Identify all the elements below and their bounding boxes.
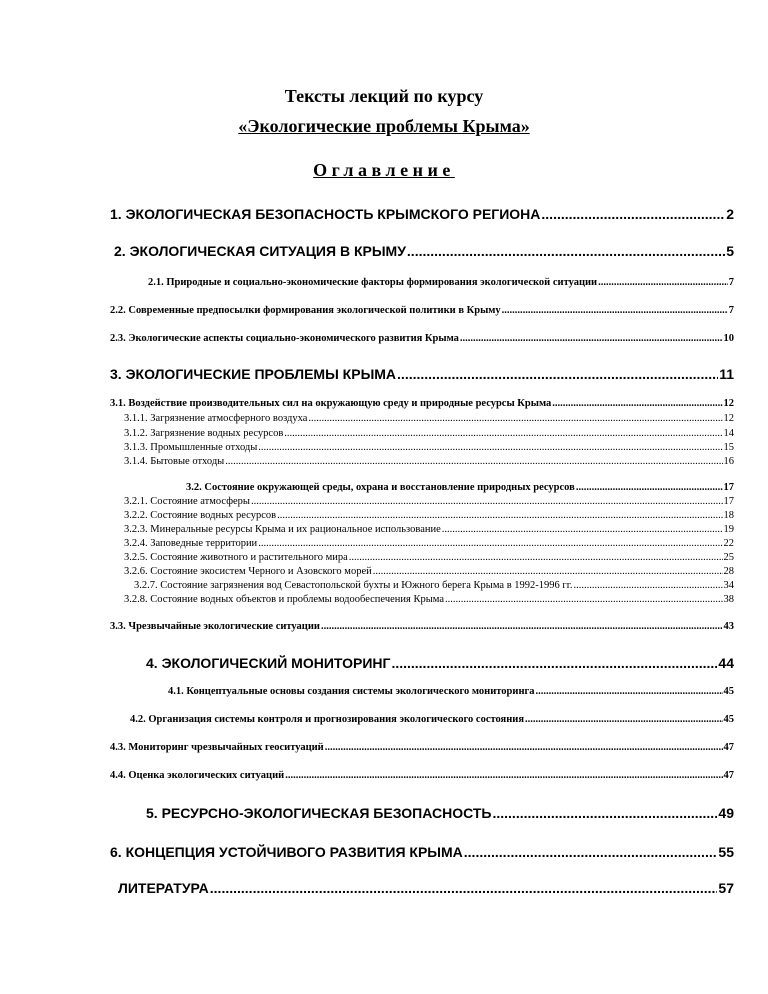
toc-entry[interactable] [110,844,734,860]
toc-dot-leader [325,742,723,753]
toc-entry-title: 3.3. Чрезвычайные экологические ситуации [110,621,320,632]
toc-page-number: 18 [723,510,734,521]
toc-entry-title: 3.1. Воздействие производительных сил на окружающую среду и природные ресурсы Крыма [110,398,552,409]
toc-page-number: 45 [723,686,734,697]
toc-page-number: 17 [723,496,734,507]
toc-page-number: 49 [718,805,734,821]
toc-entry-title: 3.2.7. Состояние загрязнения вод Севастопольской бухты и Южного берега Крыма в 1992-1996 гг. [134,580,573,591]
toc-dot-leader [492,805,717,821]
toc-dot-leader [284,428,722,439]
doc-title: Тексты лекций по курсу [284,86,484,106]
toc-entry-title: 4.2. Организация системы контроля и прогнозирования экологического состояния [130,714,525,725]
toc-entry[interactable] [124,594,734,605]
toc-entry-title: 2.3. Экологические аспекты социально-экономического развития Крыма [110,333,459,344]
toc-dot-leader [576,482,723,493]
toc-dot-leader [573,580,722,591]
toc-entry[interactable] [118,880,734,896]
toc-dot-leader [258,442,722,453]
toc-entry-title: 2.2. Современные предпосылки формирования экологической политики в Крыму [110,305,501,316]
toc-entry-title: 4.1. Концептуальные основы создания системы экологического мониторинга [168,686,535,697]
toc-dot-leader [407,243,725,259]
toc-entry-title: 2. ЭКОЛОГИЧЕСКАЯ СИТУАЦИЯ В КРЫМУ [114,243,406,259]
toc-entry-title: 3.1.2. Загрязнение водных ресурсов [124,428,284,439]
toc-page-number: 47 [723,742,734,753]
toc-page-number: 57 [718,880,734,896]
toc-dot-leader [308,413,722,424]
toc-page-number: 14 [723,428,734,439]
toc-entry[interactable] [110,206,734,222]
toc-page-number: 5 [726,243,734,259]
toc-dot-leader [285,770,722,781]
toc-page-number: 12 [723,413,734,424]
toc-page-number: 25 [723,552,734,563]
toc-entry[interactable] [124,496,734,507]
toc-page-number: 55 [718,844,734,860]
toc-page-number: 12 [723,398,734,409]
toc-dot-leader [321,621,723,632]
toc-dot-leader [442,524,723,535]
toc-page-number: 7 [728,305,734,316]
toc-entry[interactable] [110,770,734,781]
toc-entry-title: 3.2.3. Минеральные ресурсы Крыма и их рациональное использование [124,524,441,535]
toc-entry[interactable] [146,655,734,671]
toc-dot-leader [460,333,723,344]
toc-entry[interactable] [124,442,734,453]
toc-entry[interactable] [124,566,734,577]
toc-entry[interactable] [114,243,734,259]
toc-entry-title: 4.3. Мониторинг чрезвычайных геоситуаций [110,742,324,753]
toc-entry-title: 3.2.1. Состояние атмосферы [124,496,250,507]
toc-page-number: 22 [723,538,734,549]
toc-entry[interactable] [130,714,734,725]
toc-entry[interactable] [110,398,734,409]
toc-heading: Оглавление [313,160,455,180]
toc-page-number: 19 [723,524,734,535]
toc-entry[interactable] [124,524,734,535]
toc-dot-leader [525,714,722,725]
toc-entry-title: 3. ЭКОЛОГИЧЕСКИЕ ПРОБЛЕМЫ КРЫМА [110,366,397,382]
toc-entry-title: 1. ЭКОЛОГИЧЕСКАЯ БЕЗОПАСНОСТЬ КРЫМСКОГО РЕГИОНА [110,206,541,222]
toc-page-number: 43 [723,621,734,632]
toc-page-number: 7 [728,277,734,288]
toc-page-number: 10 [723,333,734,344]
toc-entry[interactable] [186,482,734,493]
toc-entry[interactable] [124,456,734,467]
toc-dot-leader [541,206,725,222]
toc-entry-title: 3.2.4. Заповедные территории [124,538,258,549]
toc-page-number: 17 [723,482,734,493]
toc-dot-leader [210,880,718,896]
toc-dot-leader [598,277,728,288]
toc-entry[interactable] [124,428,734,439]
toc-entry[interactable] [124,510,734,521]
toc-entry-title: 3.2.8. Состояние водных объектов и проблемы водообеспечения Крыма [124,594,444,605]
toc-entry-title: 6. КОНЦЕПЦИЯ УСТОЙЧИВОГО РАЗВИТИЯ КРЫМА [110,844,463,860]
toc-page-number: 11 [719,366,734,382]
toc-entry[interactable] [124,413,734,424]
toc-page-number: 47 [723,770,734,781]
toc-entry-title: ЛИТЕРАТУРА [118,880,209,896]
toc-dot-leader [397,366,718,382]
toc-entry-title: 4.4. Оценка экологических ситуаций [110,770,285,781]
toc-entry-title: 5. РЕСУРСНО-ЭКОЛОГИЧЕСКАЯ БЕЗОПАСНОСТЬ [146,805,492,821]
toc-entry-title: 3.2.5. Состояние животного и растительного мира [124,552,348,563]
toc-page-number: 45 [723,714,734,725]
toc-entry[interactable] [110,305,734,316]
toc-dot-leader [536,686,723,697]
toc-entry[interactable] [110,333,734,344]
toc-dot-leader [464,844,718,860]
toc-entry[interactable] [110,742,734,753]
toc-entry-title: 3.2. Состояние окружающей среды, охрана и восстановление природных ресурсов [186,482,575,493]
toc-entry-title: 3.1.1. Загрязнение атмосферного воздуха [124,413,308,424]
toc-dot-leader [251,496,723,507]
toc-dot-leader [445,594,723,605]
toc-entry[interactable] [148,277,734,288]
toc-dot-leader [391,655,717,671]
toc-dot-leader [373,566,723,577]
toc-entry[interactable] [124,552,734,563]
toc-entry-title: 3.1.4. Бытовые отходы [124,456,225,467]
toc-page-number: 2 [726,206,734,222]
toc-dot-leader [258,538,722,549]
toc-dot-leader [277,510,722,521]
toc-page-number: 44 [718,655,734,671]
toc-entry[interactable] [110,621,734,632]
toc-dot-leader [502,305,728,316]
toc-dot-leader [349,552,723,563]
toc-dot-leader [552,398,722,409]
toc-dot-leader [225,456,722,467]
toc-entry[interactable] [134,580,734,591]
toc-entry[interactable] [110,366,734,382]
toc-entry-title: 4. ЭКОЛОГИЧЕСКИЙ МОНИТОРИНГ [146,655,391,671]
toc-page-number: 38 [723,594,734,605]
toc-entry[interactable] [124,538,734,549]
toc-entry-title: 3.2.2. Состояние водных ресурсов [124,510,277,521]
course-title: «Экологические проблемы Крыма» [238,116,530,136]
toc-page-number: 16 [723,456,734,467]
toc-entry-title: 3.1.3. Промышленные отходы [124,442,258,453]
toc-entry[interactable] [146,805,734,821]
toc-entry-title: 3.2.6. Состояние экосистем Черного и Азовского морей [124,566,372,577]
toc-page-number: 28 [723,566,734,577]
toc-entry[interactable] [168,686,734,697]
toc-entry-title: 2.1. Природные и социально-экономические факторы формирования экологической ситуации [148,277,598,288]
toc-page-number: 15 [723,442,734,453]
toc-page-number: 34 [723,580,734,591]
